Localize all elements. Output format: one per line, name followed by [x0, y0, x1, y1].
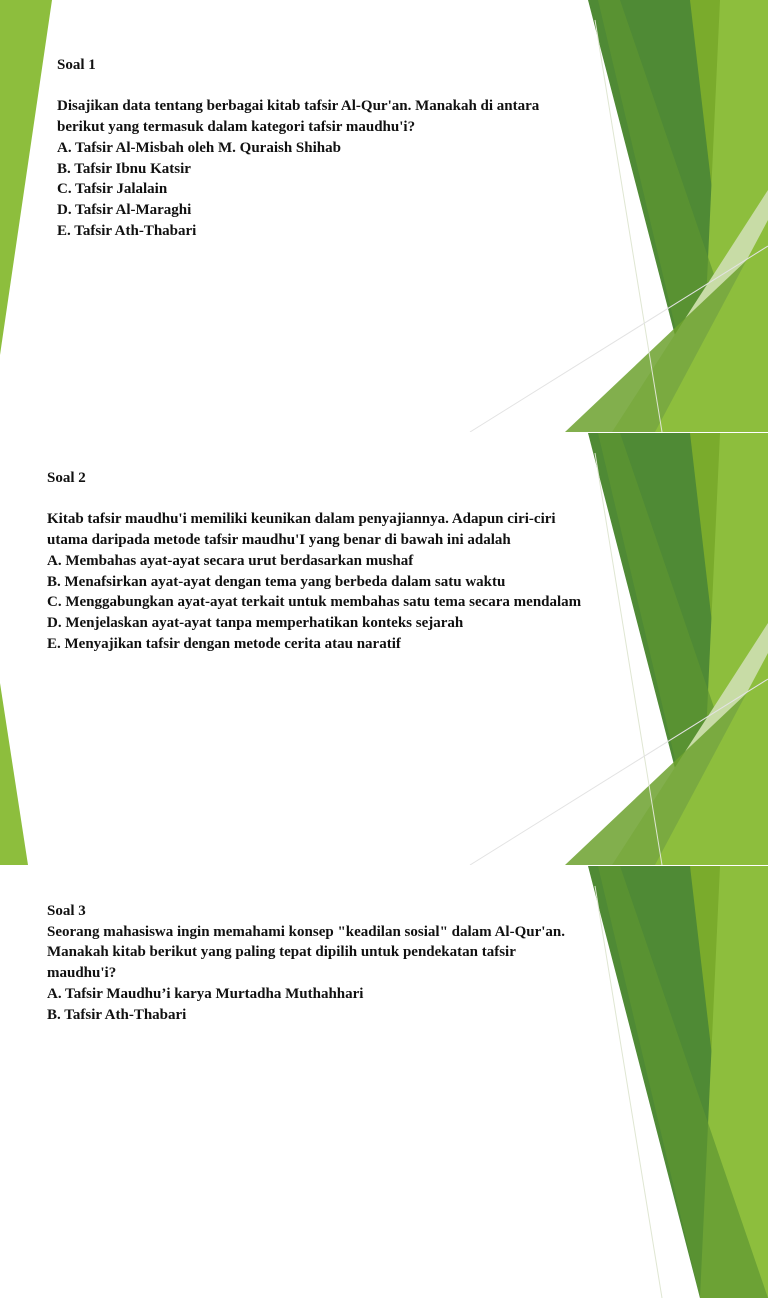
question-title: Soal 2: [47, 470, 86, 486]
question-text: Kitab tafsir maudhu'i memiliki keunikan dalam penyajiannya. Adapun ciri-ciri utama daripada metode tafsir maudhu'I yang benar di bawah ini adalah: [47, 511, 556, 549]
question-block-2: [47, 468, 587, 654]
option-a: A. Membahas ayat-ayat secara urut berdasarkan mushaf: [47, 552, 414, 569]
option-e: E. Menyajikan tafsir dengan metode cerita atau naratif: [47, 635, 401, 652]
option-a: A. Tafsir Maudhu’i karya Murtadha Muthahhari: [47, 985, 364, 1002]
option-b: B. Tafsir Ath-Thabari: [47, 1006, 187, 1023]
option-c: C. Menggabungkan ayat-ayat terkait untuk membahas satu tema secara mendalam: [47, 594, 582, 611]
option-c: C. Tafsir Jalalain: [57, 181, 168, 198]
option-e: E. Tafsir Ath-Thabari: [57, 222, 197, 239]
question-text: Seorang mahasiswa ingin memahami konsep "keadilan sosial" dalam Al-Qur'an. Manakah kitab berikut yang paling tepat dipilih untuk pendekatan tafsir maudhu'i?: [47, 923, 565, 982]
option-d: D. Tafsir Al-Maraghi: [57, 201, 192, 218]
option-b: B. Tafsir Ibnu Katsir: [57, 160, 191, 177]
left-green-triangle: [0, 683, 28, 865]
slide-1: [0, 0, 768, 432]
question-title: Soal 1: [57, 57, 96, 73]
question-block-1: [57, 55, 587, 241]
question-text: Disajikan data tentang berbagai kitab tafsir Al-Qur'an. Manakah di antara berikut yang termasuk dalam kategori tafsir maudhu'i?: [57, 98, 540, 136]
question-title: Soal 3: [47, 903, 86, 919]
question-block-3: [47, 901, 577, 1025]
option-d: D. Menjelaskan ayat-ayat tanpa memperhatikan konteks sejarah: [47, 614, 464, 631]
option-a: A. Tafsir Al-Misbah oleh M. Quraish Shihab: [57, 139, 341, 156]
left-green-triangle: [0, 0, 52, 355]
option-b: B. Menafsirkan ayat-ayat dengan tema yang berbeda dalam satu waktu: [47, 573, 506, 590]
